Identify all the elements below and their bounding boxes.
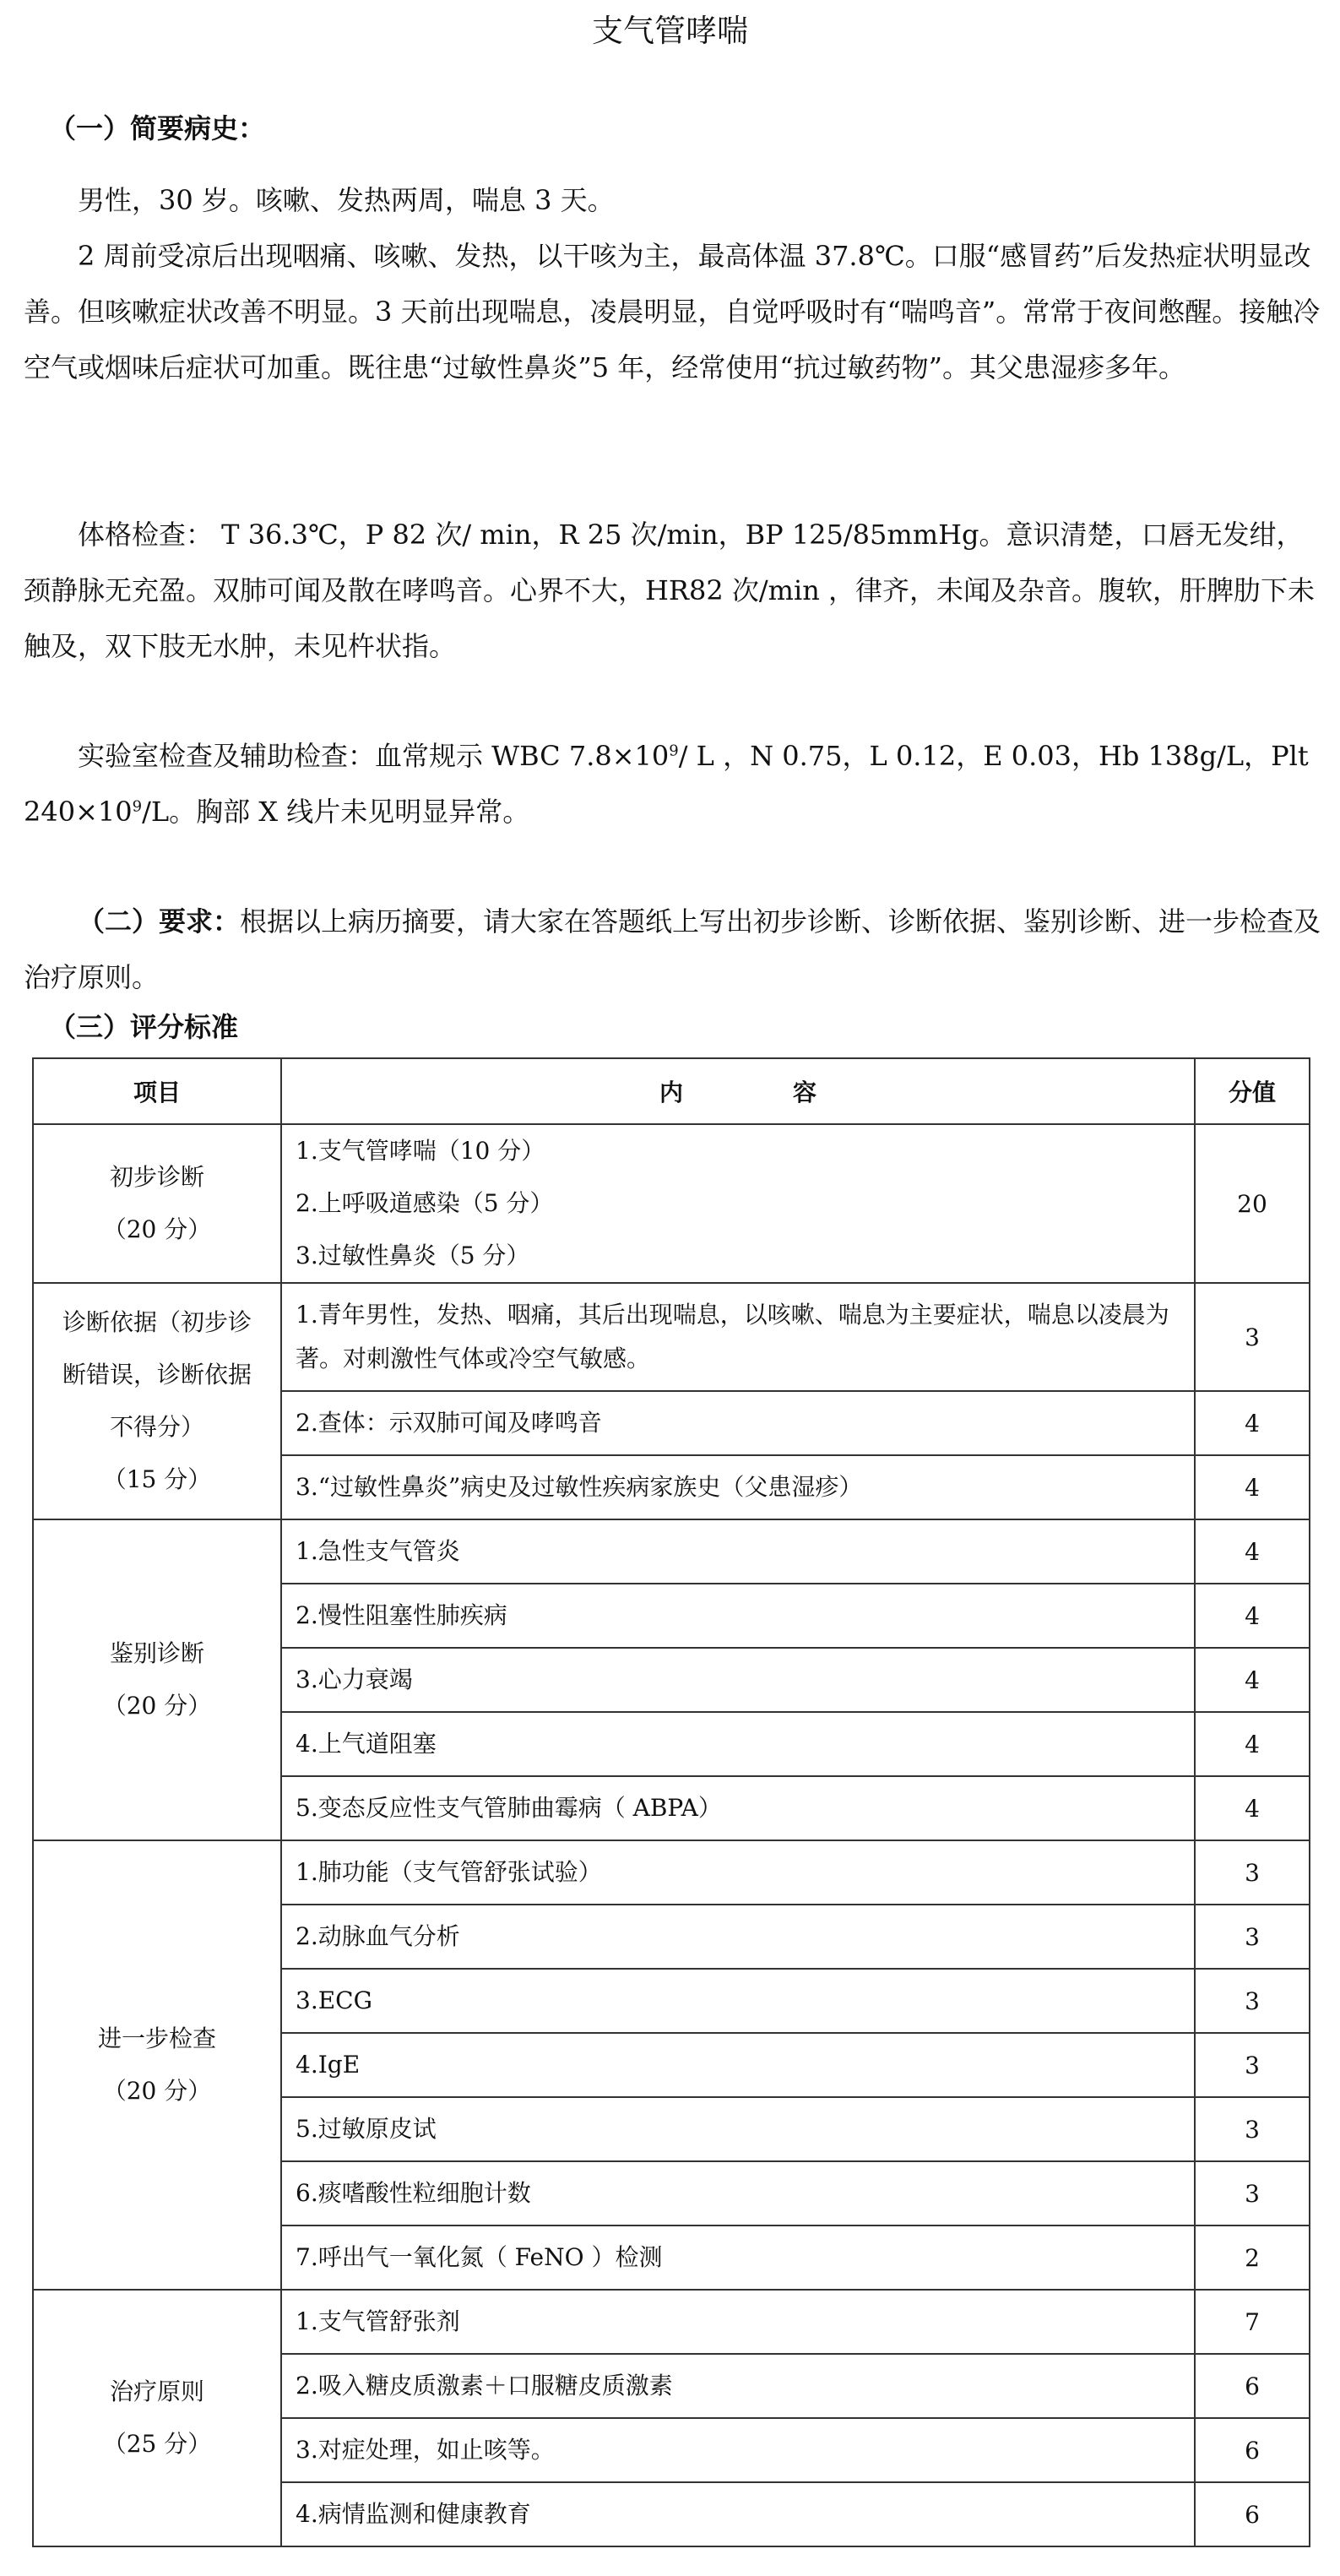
content-cell	[281, 2290, 1195, 2354]
category-line: 诊断依据（初步诊	[62, 1308, 252, 1336]
content-cell	[281, 1519, 1195, 1584]
content-line: 2.慢性阻塞性肺疾病	[296, 1601, 507, 1629]
history-heading: （一）简要病史：	[49, 112, 266, 144]
content-line: 3.“过敏性鼻炎”病史及过敏性疾病家族史（父患湿疹）	[296, 1473, 863, 1501]
table-row	[33, 1840, 1310, 1905]
content-cell	[281, 1124, 1195, 1283]
content-line: 5.过敏原皮试	[296, 2115, 437, 2143]
score-cell: 4	[1195, 1712, 1310, 1776]
content-cell	[281, 1584, 1195, 1648]
category-line: （20 分）	[102, 1215, 212, 1243]
content-cell	[281, 1905, 1195, 1969]
table-body	[33, 1124, 1310, 2546]
category-cell	[33, 1519, 281, 1840]
content-line: 2.上呼吸道感染（5 分）	[296, 1189, 554, 1217]
content-cell	[281, 1776, 1195, 1840]
category-cell	[33, 1124, 281, 1283]
category-line: （15 分）	[102, 1465, 212, 1493]
content-cell	[281, 1283, 1195, 1391]
category-line: （25 分）	[102, 2430, 212, 2458]
category-cell	[33, 2290, 281, 2546]
score-cell: 2	[1195, 2225, 1310, 2290]
table-row	[33, 1519, 1310, 1584]
content-line: 2.动脉血气分析	[296, 1922, 460, 1950]
content-line: 3.过敏性鼻炎（5 分）	[296, 1242, 530, 1269]
score-cell: 6	[1195, 2418, 1310, 2482]
content-line: 1.支气管舒张剂	[296, 2307, 460, 2335]
header-content-a: 内	[659, 1079, 683, 1106]
content-line: 1.肺功能（支气管舒张试验）	[296, 1858, 602, 1886]
content-line: 3.对症处理，如止咳等。	[296, 2436, 555, 2464]
lab-exam-paragraph	[24, 728, 1324, 840]
score-cell: 6	[1195, 2354, 1310, 2418]
category-line: 断错误，诊断依据	[62, 1361, 252, 1389]
header-score: 分值	[1195, 1058, 1310, 1124]
content-cell	[281, 1648, 1195, 1712]
content-line: 1.支气管哮喘（10 分）	[296, 1137, 545, 1165]
table-row	[33, 1283, 1310, 1391]
category-cell	[33, 1840, 281, 2290]
score-cell: 20	[1195, 1124, 1310, 1283]
category-line: 治疗原则	[109, 2378, 204, 2405]
score-cell: 3	[1195, 1905, 1310, 1969]
content-cell	[281, 1391, 1195, 1455]
table-row	[33, 2290, 1310, 2354]
content-cell	[281, 2033, 1195, 2097]
lab-superscript-2: 9	[132, 797, 143, 816]
score-cell: 3	[1195, 1840, 1310, 1905]
header-content-b: 容	[793, 1079, 817, 1106]
content-line: 3.ECG	[296, 1986, 372, 2014]
score-cell: 3	[1195, 2097, 1310, 2161]
score-cell: 3	[1195, 2033, 1310, 2097]
page-title: 支气管哮喘	[592, 13, 748, 49]
content-line: 7.呼出气一氧化氮（ FeNO ）检测	[296, 2243, 663, 2271]
category-line: （20 分）	[102, 2077, 212, 2105]
content-cell	[281, 2097, 1195, 2161]
score-cell: 4	[1195, 1584, 1310, 1648]
requirement-text: 根据以上病历摘要，请大家在答题纸上写出初步诊断、诊断依据、鉴别诊断、进一步检查及治疗原则。	[24, 905, 1321, 993]
score-cell: 6	[1195, 2482, 1310, 2546]
content-cell	[281, 1455, 1195, 1519]
score-cell: 4	[1195, 1776, 1310, 1840]
content-cell	[281, 2225, 1195, 2290]
score-cell: 3	[1195, 1969, 1310, 2033]
content-cell	[281, 1969, 1195, 2033]
lab-text-a: 实验室检查及辅助检查：血常规示 WBC 7.8×10	[78, 740, 670, 772]
content-line: 1.青年男性，发热、咽痛，其后出现喘息，以咳嗽、喘息为主要症状，喘息以凌晨为著。对刺激性气体或冷空气敏感。	[296, 1301, 1169, 1372]
content-line: 3.心力衰竭	[296, 1666, 413, 1693]
category-line: （20 分）	[102, 1692, 212, 1720]
category-line: 初步诊断	[109, 1163, 204, 1191]
score-cell: 4	[1195, 1519, 1310, 1584]
content-line: 2.查体：示双肺可闻及哮鸣音	[296, 1409, 602, 1437]
table-row	[33, 1124, 1310, 1283]
requirement-label: （二）要求：	[78, 905, 241, 937]
score-cell: 4	[1195, 1648, 1310, 1712]
content-cell	[281, 2354, 1195, 2418]
score-cell: 4	[1195, 1455, 1310, 1519]
content-line: 4.病情监测和健康教育	[296, 2500, 531, 2528]
content-cell	[281, 2418, 1195, 2482]
content-cell	[281, 2161, 1195, 2225]
category-line: 鉴别诊断	[109, 1639, 204, 1667]
category-cell	[33, 1283, 281, 1519]
header-item: 项目	[33, 1058, 281, 1124]
lab-text-b: / L ，N 0.75，L 0.12，E 0.03，Hb 138g/L，Plt 240×10	[24, 740, 1309, 828]
requirement-paragraph	[24, 894, 1324, 1005]
score-cell: 3	[1195, 2161, 1310, 2225]
content-line: 2.吸入糖皮质激素＋口服糖皮质激素	[296, 2372, 673, 2399]
header-content	[281, 1058, 1195, 1124]
score-cell: 7	[1195, 2290, 1310, 2354]
content-cell	[281, 1712, 1195, 1776]
category-line: 进一步检查	[97, 2024, 216, 2052]
lab-superscript-1: 9	[669, 742, 679, 760]
content-line: 4.IgE	[296, 2051, 361, 2079]
table-header-row	[33, 1058, 1310, 1124]
content-cell	[281, 1840, 1195, 1905]
score-cell: 3	[1195, 1283, 1310, 1391]
content-cell	[281, 2482, 1195, 2546]
physical-exam-paragraph: 体格检查： T 36.3℃，P 82 次/ min，R 25 次/min，BP 125/85mmHg。意识清楚，口唇无发绀，颈静脉无充盈。双肺可闻及散在哮鸣音。心界不大，HR82 次/min ，律齐，未闻及杂音。腹软，肝脾肋下未触及，双下肢无水肿，未见杵状指。	[24, 519, 1316, 662]
content-line: 6.痰嗜酸性粒细胞计数	[296, 2179, 531, 2207]
content-line: 1.急性支气管炎	[296, 1537, 460, 1565]
score-cell: 4	[1195, 1391, 1310, 1455]
history-paragraph-2: 2 周前受凉后出现咽痛、咳嗽、发热，以干咳为主，最高体温 37.8℃。口服“感冒药”后发热症状明显改善。但咳嗽症状改善不明显。3 天前出现喘息，凌晨明显，自觉呼吸时有“喘鸣音”。常常于夜间憋醒。接触冷空气或烟味后症状可加重。既往患“过敏性鼻炎”5 年，经常使用“抗过敏药物”。其父患湿疹多年。	[24, 240, 1321, 383]
scoring-table	[32, 1057, 1310, 2547]
category-line: 不得分）	[109, 1413, 204, 1441]
history-paragraph-1: 男性，30 岁。咳嗽、发热两周，喘息 3 天。	[78, 184, 615, 216]
content-line: 4.上气道阻塞	[296, 1730, 437, 1758]
content-line: 5.变态反应性支气管肺曲霉病（ ABPA）	[296, 1794, 722, 1822]
scoring-heading: （三）评分标准	[49, 1011, 239, 1043]
lab-text-c: /L。胸部 X 线片未见明显异常。	[142, 796, 530, 828]
